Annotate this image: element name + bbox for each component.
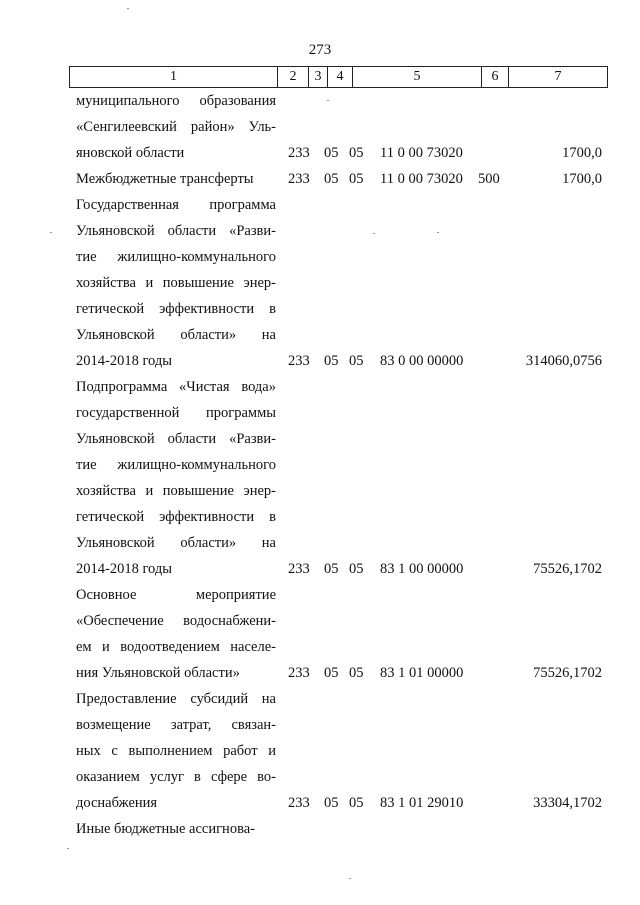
column-header-table [69, 66, 608, 88]
cell-col-3: 05 [324, 171, 339, 187]
cell-col-2: 233 [288, 665, 310, 681]
cell-col-2: 233 [288, 171, 310, 187]
table-row [0, 192, 640, 374]
cell-col-7: 1700,0 [562, 171, 602, 187]
description-line: ем и водоотведением населе- [76, 639, 276, 655]
description-line: Иные бюджетные ассигнова- [76, 821, 255, 837]
table-row [0, 582, 640, 686]
description-line: тие жилищно-коммунального [76, 249, 276, 265]
description-line: «Сенгилеевский район» Уль- [76, 119, 276, 135]
cell-col-2: 233 [288, 145, 310, 161]
scan-speck [349, 878, 351, 879]
column-header-6: 6 [482, 67, 509, 88]
cell-col-5: 83 0 00 00000 [380, 353, 464, 369]
scan-speck [50, 232, 52, 233]
cell-col-7: 33304,1702 [533, 795, 602, 811]
cell-col-3: 05 [324, 795, 339, 811]
table-row [0, 88, 640, 166]
table-row [0, 816, 640, 842]
scan-speck [327, 100, 329, 101]
column-header-5: 5 [353, 67, 482, 88]
description-line: гетической эффективности в [76, 301, 276, 317]
cell-col-7: 75526,1702 [533, 665, 602, 681]
description-line: 2014-2018 годы [76, 353, 172, 369]
cell-col-4: 05 [349, 665, 364, 681]
column-header-7: 7 [509, 67, 608, 88]
cell-col-7: 75526,1702 [533, 561, 602, 577]
cell-col-5: 11 0 00 73020 [380, 145, 463, 161]
description-line: муниципального образования [76, 93, 276, 109]
description-line: «Обеспечение водоснабжени- [76, 613, 276, 629]
table-row [0, 374, 640, 582]
cell-col-4: 05 [349, 145, 364, 161]
row-codes [0, 556, 640, 582]
row-codes [0, 140, 640, 166]
column-header-4: 4 [328, 67, 353, 88]
cell-col-4: 05 [349, 171, 364, 187]
cell-col-4: 05 [349, 561, 364, 577]
description-line: хозяйства и повышение энер- [76, 275, 276, 291]
cell-col-2: 233 [288, 353, 310, 369]
column-header-1: 1 [70, 67, 278, 88]
cell-col-5: 83 1 00 00000 [380, 561, 464, 577]
row-description [76, 374, 276, 582]
scan-speck [373, 233, 375, 234]
cell-col-3: 05 [324, 353, 339, 369]
description-line: хозяйства и повышение энер- [76, 483, 276, 499]
description-line: Ульяновской области «Разви- [76, 223, 276, 239]
cell-col-4: 05 [349, 353, 364, 369]
column-header-row [70, 67, 608, 88]
description-line: тие жилищно-коммунального [76, 457, 276, 473]
cell-col-5: 83 1 01 29010 [380, 795, 464, 811]
description-line: Межбюджетные трансферты [76, 171, 254, 187]
cell-col-7: 314060,0756 [525, 353, 602, 369]
row-codes [0, 348, 640, 374]
cell-col-3: 05 [324, 145, 339, 161]
row-codes [0, 816, 640, 842]
description-line: Ульяновской области» на [76, 327, 276, 343]
row-codes [0, 790, 640, 816]
row-description [76, 192, 276, 374]
cell-col-2: 233 [288, 561, 310, 577]
cell-col-3: 05 [324, 561, 339, 577]
description-line: яновской области [76, 145, 185, 161]
description-line: доснабжения [76, 795, 158, 811]
cell-col-3: 05 [324, 665, 339, 681]
column-header-3: 3 [309, 67, 328, 88]
cell-col-7: 1700,0 [562, 145, 602, 161]
cell-col-5: 83 1 01 00000 [380, 665, 464, 681]
row-codes [0, 166, 640, 192]
budget-table-body [0, 88, 640, 842]
scan-speck [67, 848, 69, 849]
table-row [0, 166, 640, 192]
description-line: Предоставление субсидий на [76, 691, 276, 707]
description-line: Основное мероприятие [76, 587, 276, 603]
scan-speck [437, 232, 439, 233]
scan-speck [127, 8, 129, 9]
description-line: Государственная программа [76, 197, 276, 213]
cell-col-6: 500 [478, 171, 500, 187]
column-header-2: 2 [278, 67, 309, 88]
description-line: Ульяновской области «Разви- [76, 431, 276, 447]
cell-col-4: 05 [349, 795, 364, 811]
description-line: Ульяновской области» на [76, 535, 276, 551]
description-line: государственной программы [76, 405, 276, 421]
row-codes [0, 660, 640, 686]
description-line: оказанием услуг в сфере во- [76, 769, 276, 785]
description-line: Подпрограмма «Чистая вода» [76, 379, 276, 395]
cell-col-5: 11 0 00 73020 [380, 171, 463, 187]
cell-col-2: 233 [288, 795, 310, 811]
page-number: 273 [308, 42, 332, 58]
table-row [0, 686, 640, 816]
description-line: возмещение затрат, связан- [76, 717, 276, 733]
description-line: ния Ульяновской области» [76, 665, 240, 681]
description-line: ных с выполнением работ и [76, 743, 276, 759]
description-line: 2014-2018 годы [76, 561, 172, 577]
description-line: гетической эффективности в [76, 509, 276, 525]
